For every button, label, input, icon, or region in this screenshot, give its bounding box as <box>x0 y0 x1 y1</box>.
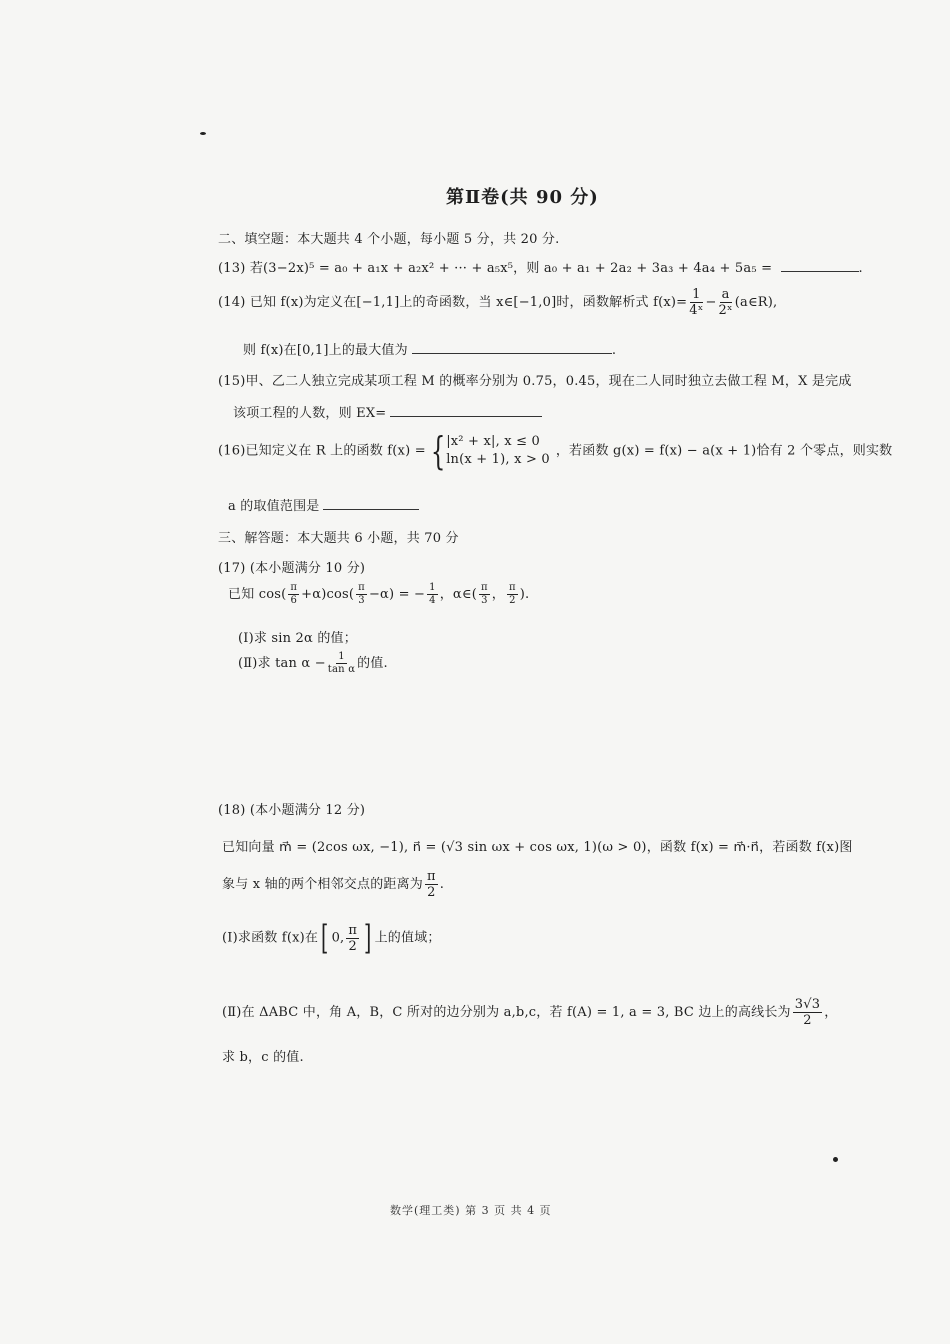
brace: { <box>430 429 446 473</box>
fraction <box>356 583 367 606</box>
fraction-denominator: 2 <box>803 1013 812 1028</box>
fraction-numerator: 1 <box>338 651 345 662</box>
case-2: ln(x + 1), x > 0 <box>446 452 550 467</box>
fraction-numerator: π <box>427 869 436 884</box>
text: ). <box>519 587 530 602</box>
fraction <box>288 583 299 606</box>
question-18-part2 <box>222 998 837 1027</box>
fraction-numerator: π <box>348 922 358 938</box>
fraction <box>328 652 355 675</box>
question-14-line2: 则 f(x)在[0,1]上的最大值为 . <box>243 343 617 358</box>
fraction-numerator: 3√3 <box>794 997 821 1012</box>
question-17-given <box>228 583 529 606</box>
fraction-numerator: π <box>481 582 488 593</box>
fraction-denominator: 2 <box>348 938 357 954</box>
question-15-line2 <box>233 402 542 421</box>
fraction <box>507 583 518 606</box>
answer-section-header: 三、解答题：本大题共 6 小题，共 70 分 <box>218 531 459 546</box>
text: ， <box>824 1005 838 1020</box>
fraction <box>427 583 438 606</box>
answer-blank <box>412 341 612 354</box>
text: 已知 cos( <box>228 587 287 602</box>
question-18-line1: 已知向量 m⃗ = (2cos ωx, −1), n⃗ = (√3 sin ωx + cos ωx, 1)(ω > 0)，函数 f(x) = m⃗·n⃗，若函数 f(x)图 <box>222 840 853 855</box>
question-16 <box>218 429 893 473</box>
text: 象与 x 轴的两个相邻交点的距离为 <box>222 877 423 892</box>
fraction-denominator: tan α <box>327 664 356 675</box>
fraction <box>425 870 438 899</box>
question-15-line1: (15)甲、乙二人独立完成某项工程 M 的概率分别为 0.75，0.45，现在二人同时独立去做工程 M，X 是完成 <box>218 374 852 389</box>
fraction <box>793 998 822 1027</box>
text: ， <box>491 587 505 602</box>
fraction-numerator: 1 <box>429 582 436 593</box>
fraction <box>346 924 359 953</box>
question-13-text: (13) 若(3−2x)⁵ = a₀ + a₁x + a₂x² + ··· + a₅x⁵，则 a₀ + a₁ + 2a₂ + 3a₃ + 4a₄ + 5a₅ = <box>218 261 777 276</box>
fill-in-section-header: 二、填空题：本大题共 4 个小题，每小题 5 分，共 20 分. <box>218 232 560 247</box>
fraction-numerator: π <box>358 582 365 593</box>
fraction-denominator: 6 <box>290 595 298 606</box>
text: −α) = − <box>368 587 426 602</box>
text: 的值. <box>357 656 388 671</box>
scan-speck <box>833 1157 838 1162</box>
question-14-line2-text: 则 f(x)在[0,1]上的最大值为 <box>243 343 408 358</box>
question-15-line2-text: 该项工程的人数，则 EX= <box>233 406 387 421</box>
question-16-suffix: ，若函数 g(x) = f(x) − a(x + 1)恰有 2 个零点，则实数 <box>555 443 893 459</box>
fraction-denominator: 4ˣ <box>689 303 704 318</box>
question-18-line2 <box>222 870 444 899</box>
fraction <box>689 288 703 317</box>
fraction-numerator: π <box>508 582 516 593</box>
fraction-denominator: 2 <box>509 595 516 606</box>
text: (Ⅱ)在 ΔABC 中，角 A，B，C 所对的边分别为 a,b,c，若 f(A) = 1, a = 3, BC 边上的高线长为 <box>222 1005 791 1020</box>
question-14 <box>218 288 777 317</box>
fraction-numerator: π <box>290 582 298 593</box>
fraction <box>479 583 490 606</box>
open-bracket: [ <box>321 918 329 958</box>
fraction <box>719 288 733 317</box>
fraction-numerator: a <box>721 287 730 302</box>
scan-speck <box>200 132 206 135</box>
fraction-denominator: 2 <box>427 885 436 900</box>
question-17-part1: (Ⅰ)求 sin 2α 的值； <box>238 631 357 646</box>
minus-sign: − <box>705 295 717 310</box>
fraction-denominator: 2ˣ <box>718 303 733 318</box>
fraction-denominator: 4 <box>429 595 436 606</box>
question-16-line2 <box>228 495 419 514</box>
question-18-header: (18) (本小题满分 12 分) <box>218 803 366 818</box>
text: 0, <box>331 930 345 946</box>
question-17-part2 <box>238 652 388 675</box>
text: . <box>439 877 445 892</box>
text: (Ⅰ)求函数 f(x)在 <box>222 930 319 946</box>
answer-blank <box>323 497 419 510</box>
question-18-part2-line2: 求 b，c 的值. <box>222 1050 304 1065</box>
fraction-numerator: 1 <box>692 287 701 302</box>
question-17-header: (17) (本小题满分 10 分) <box>218 561 366 576</box>
question-16-line2-text: a 的取值范围是 <box>228 499 320 514</box>
question-16-prefix: (16)已知定义在 R 上的函数 f(x) = <box>218 443 426 459</box>
case-1: |x² + x|, x ≤ 0 <box>446 434 541 449</box>
question-14-line1: (14) 已知 f(x)为定义在[−1,1]上的奇函数，当 x∈[−1,0]时，函数解析式 f(x)= <box>218 295 688 310</box>
answer-blank <box>781 259 859 272</box>
close-bracket: ] <box>364 918 372 958</box>
fraction-denominator: 3 <box>481 595 488 606</box>
text: (Ⅱ)求 tan α − <box>238 656 326 671</box>
question-14-suffix: (a∈R), <box>734 295 778 310</box>
question-18-part1 <box>222 918 441 958</box>
answer-blank <box>390 404 542 417</box>
page-footer: 数学(理工类) 第 3 页 共 4 页 <box>390 1204 552 1217</box>
section-title: 第Ⅱ卷(共 90 分) <box>446 187 599 208</box>
text: ，α∈( <box>439 587 477 602</box>
text: +α)cos( <box>301 587 355 602</box>
text: 上的值域； <box>374 930 441 946</box>
fraction-denominator: 3 <box>358 595 365 606</box>
piecewise-cases <box>446 433 550 469</box>
question-13: (13) 若(3−2x)⁵ = a₀ + a₁x + a₂x² + ··· + a₅x⁵，则 a₀ + a₁ + 2a₂ + 3a₃ + 4a₄ + 5a₅ = . <box>218 261 863 276</box>
